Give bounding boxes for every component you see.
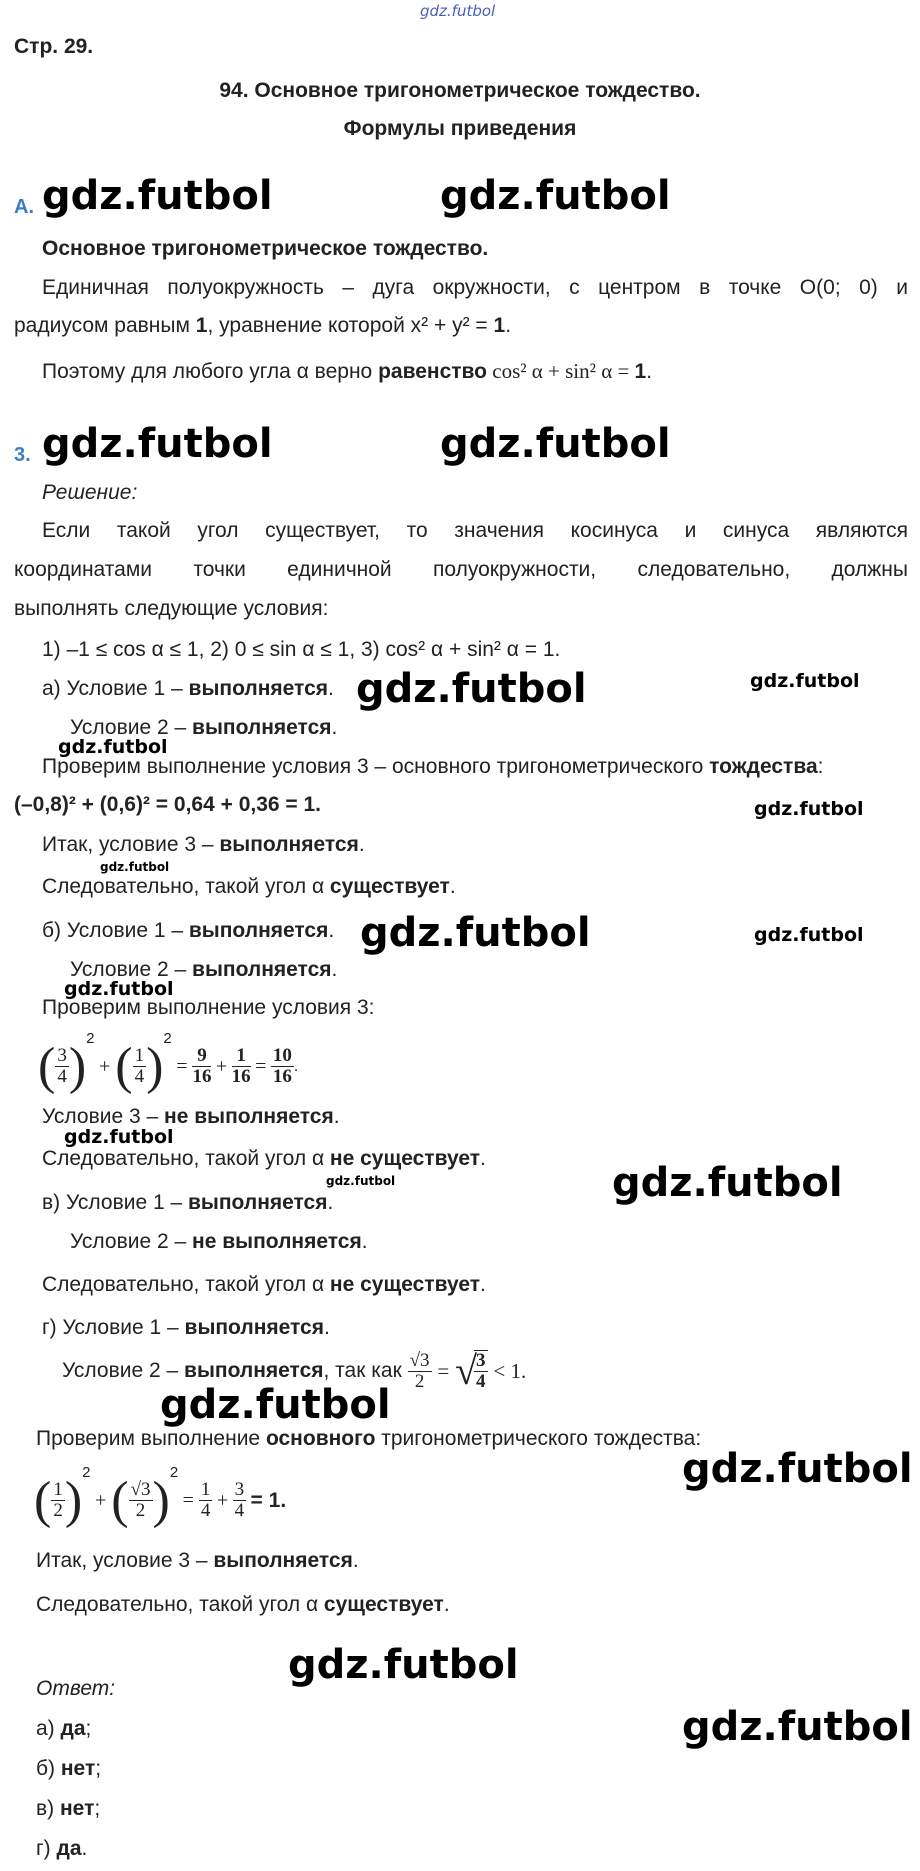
page-title: 94. Основное тригонометрическое тождество. xyxy=(219,79,701,102)
watermark: gdz.futbol xyxy=(64,978,174,1000)
conditions-list: 1) –1 ≤ cos α ≤ 1, 2) 0 ≤ sin α ≤ 1, 3) cos² α + sin² α = 1. xyxy=(42,638,561,661)
section-a-heading: Основное тригонометрическое тождество. xyxy=(42,237,489,260)
section-a-label: А. xyxy=(14,196,34,218)
a-check: Проверим выполнение условия 3 – основного тригонометрического тождества: xyxy=(42,755,824,778)
section-3-label: 3. xyxy=(14,444,31,466)
b-condition-3: Условие 3 – не выполняется. xyxy=(42,1105,340,1128)
answer-g: г) да. xyxy=(36,1837,88,1860)
g-condition-3: Итак, условие 3 – выполняется. xyxy=(36,1549,359,1572)
watermark: gdz.futbol xyxy=(754,798,864,820)
a-condition-2: Условие 2 – выполняется. xyxy=(70,716,338,739)
section-a-line1: Единичная полуокружность – дуга окружности, с центром в точке O(0; 0) и xyxy=(42,276,908,299)
b-conclusion: Следовательно, такой угол α не существует. xyxy=(42,1147,486,1170)
paragraph-line3: выполнять следующие условия: xyxy=(14,597,329,620)
v-condition-1: в) Условие 1 – выполняется. xyxy=(42,1191,334,1214)
page-subtitle: Формулы приведения xyxy=(343,117,577,140)
paragraph-line2: координатами точки единичной полуокружности, следовательно, должны xyxy=(14,558,908,581)
g-conclusion: Следовательно, такой угол α существует. xyxy=(36,1593,450,1616)
b-condition-1: б) Условие 1 – выполняется. xyxy=(42,919,335,942)
watermark: gdz.futbol xyxy=(440,421,671,467)
section-a-line2: радиусом равным 1, уравнение которой x² + y² = 1. xyxy=(14,314,512,337)
watermark: gdz.futbol xyxy=(42,421,273,467)
section-a-line3: Поэтому для любого угла α верно равенство cos² α + sin² α = 1. xyxy=(42,359,653,383)
watermark-top: gdz.futbol xyxy=(420,2,496,20)
watermark: gdz.futbol xyxy=(750,670,860,692)
b-condition-2: Условие 2 – выполняется. xyxy=(70,958,338,981)
paragraph-line1: Если такой угол существует, то значения косинуса и синуса являются xyxy=(42,519,908,542)
watermark: gdz.futbol xyxy=(360,910,591,956)
watermark: gdz.futbol xyxy=(682,1446,913,1492)
v-condition-2: Условие 2 – не выполняется. xyxy=(70,1230,368,1253)
solution-label: Решение: xyxy=(42,481,138,504)
watermark: gdz.futbol xyxy=(682,1704,913,1750)
watermark: gdz.futbol xyxy=(42,173,273,219)
watermark: gdz.futbol xyxy=(754,924,864,946)
b-calculation: ( $\frac{3}{4}$ )$^2$ + ( $\frac{1}{4}$ )$^2$ = $\frac{9}{16}$ + $\frac{1}{16}$ = $\frac{10}{16}$ . xyxy=(38,1030,299,1095)
watermark: gdz.futbol xyxy=(288,1642,519,1688)
watermark: gdz.futbol xyxy=(440,173,671,219)
a-condition-1: а) Условие 1 – выполняется. xyxy=(42,677,334,700)
watermark: gdz.futbol xyxy=(64,1126,174,1148)
page-number: Стр. 29. xyxy=(14,35,94,58)
answer-b: б) нет; xyxy=(36,1757,102,1780)
watermark: gdz.futbol xyxy=(326,1174,396,1188)
g-condition-1: г) Условие 1 – выполняется. xyxy=(42,1316,330,1339)
watermark: gdz.futbol xyxy=(58,736,168,758)
watermark: gdz.futbol xyxy=(100,860,170,874)
answer-a: а) да; xyxy=(36,1717,92,1740)
a-conclusion: Следовательно, такой угол α существует. xyxy=(42,875,456,898)
watermark: gdz.futbol xyxy=(612,1160,843,1206)
v-conclusion: Следовательно, такой угол α не существует. xyxy=(42,1273,486,1296)
answer-label: Ответ: xyxy=(36,1677,116,1700)
answer-v: в) нет; xyxy=(36,1797,101,1820)
a-calculation: (–0,8)² + (0,6)² = 0,64 + 0,36 = 1. xyxy=(14,793,322,816)
g-check: Проверим выполнение основного тригонометрического тождества: xyxy=(36,1427,702,1450)
g-condition-2: Условие 2 – выполняется, так как $\frac{√3}{2}$ = √ $\frac{3}{4}$ < 1. xyxy=(62,1348,527,1393)
watermark: gdz.futbol xyxy=(160,1382,391,1428)
b-check: Проверим выполнение условия 3: xyxy=(42,996,375,1019)
g-calculation: ( $\frac{1}{2}$ )$^2$ + ( $\frac{√3}{2}$ )$^2$ = $\frac{1}{4}$ + $\frac{3}{4}$ = 1. xyxy=(34,1464,287,1529)
a-condition-3: Итак, условие 3 – выполняется. xyxy=(42,833,365,856)
watermark: gdz.futbol xyxy=(356,666,587,712)
